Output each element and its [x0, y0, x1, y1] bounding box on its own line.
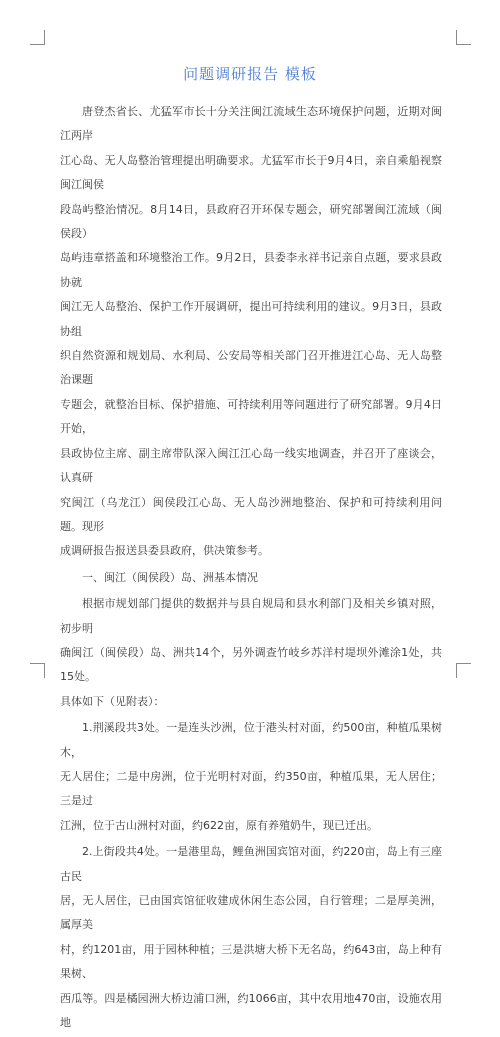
- crop-mark-top-right: [456, 30, 471, 45]
- paragraph-overview: 根据市规划部门提供的数据并与县自规局和县水利部门及相关乡镇对照，初步明 确闽江（闽侯段）岛、洲共14个，另外调查竹岐乡苏洋村堤坝外滩涂1处，共15处。 具体如下（见附表）：: [60, 597, 442, 708]
- paragraph-jingxi: 1.荆溪段共3处。一是连头沙洲，位于港头村对面，约500亩，种植瓜果树木， 无人居住；二是中房洲，位于光明村对面，约350亩，种植瓜果，无人居住；三是过 江洲，位于古山洲村对面，约622亩，原有养殖奶牛，现已迁出。: [60, 721, 442, 832]
- document-body: [60, 100, 442, 1037]
- crop-mark-bottom-left: [30, 663, 45, 678]
- crop-mark-bottom-right: [456, 663, 471, 678]
- crop-mark-top-left: [30, 30, 45, 45]
- document-title: 问题调研报告 模板: [183, 65, 317, 83]
- paragraph-shangjie: 2.上街段共4处。一是港里岛，鲤鱼洲国宾馆对面，约220亩，岛上有三座古民 居，无人居住，已由国宾馆征收建成休闲生态公园，自行管理；二是厚美洲，属厚美 村，约1201亩，用于园林种植；三是洪塘大桥下无名岛，约643亩，岛上种有果树、 西瓜等。四是橘园洲大桥边浦口洲，约1066亩，其中农用地470亩，设施农用地: [60, 845, 442, 1030]
- paragraph-intro: 唐登杰省长、尤猛军市长十分关注闽江流域生态环境保护问题，近期对闽江两岸 江心岛、无人岛整治管理提出明确要求。尤猛军市长于9月4日，亲自乘船视察闽江闽侯 段岛屿整治情况。8月14日，县政府召开环保专题会，研究部署闽江流域（闽侯段） 岛屿违章搭盖和环境整治工作。9月2日，县委李永祥书记亲自点题，要求县政协就 闽江无人岛整治、保护工作开展调研，提出可持续利用的建议。9月3日，县政协组 织自然资源和规划局、水利局、公安局等相关部门召开推进江心岛、无人岛整治课题 专题会，就整治目标、保护措施、可持续利用等问题进行了研究部署。9月4日开始， 县政协位主席、副主席带队深入闽江江心岛一线实地调查，并召开了座谈会，认真研 究闽江（乌龙江）闽侯段江心岛、无人岛沙洲地整治、保护和可持续利用问题。现形 成调研报告报送县委县政府，供决策参考。: [60, 105, 442, 558]
- section-heading-1: 一、闽江（闽侯段）岛、洲基本情况: [82, 570, 258, 584]
